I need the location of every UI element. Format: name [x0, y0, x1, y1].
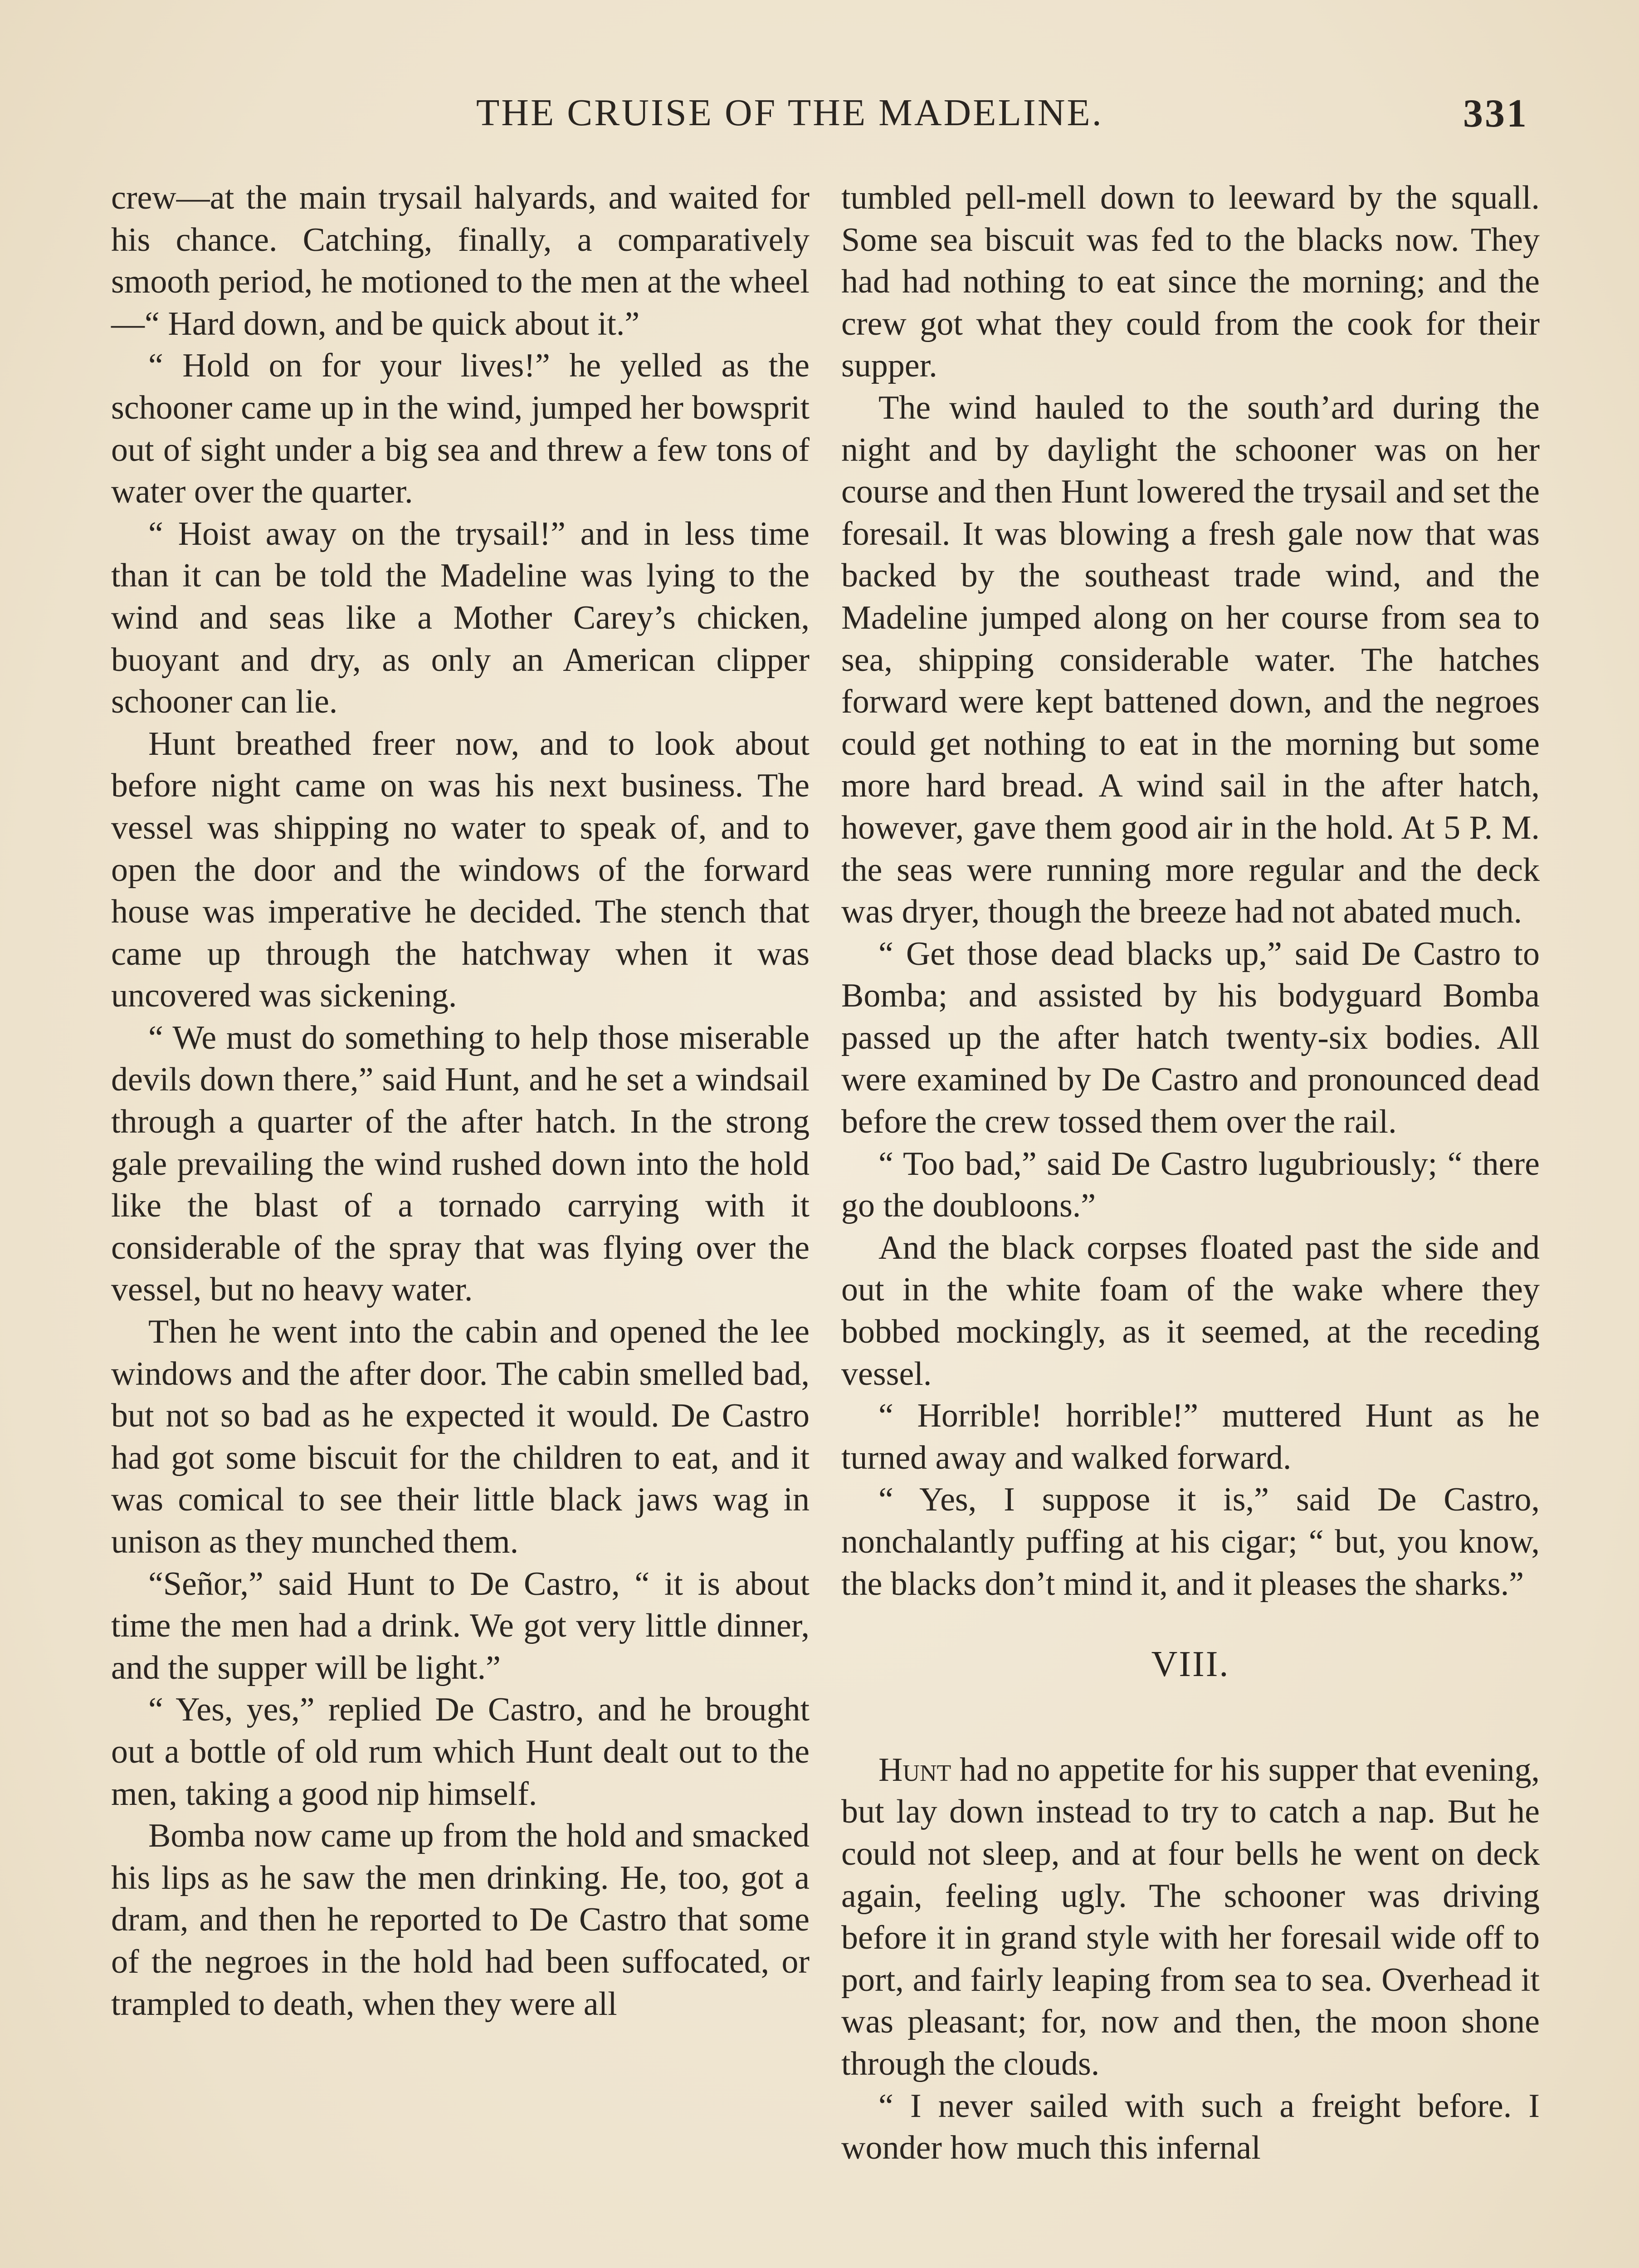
paragraph: “ We must do something to help those miserable devils down there,” said Hunt, and he set a windsail through a quarter of the after hatch. In the strong gale prevailing the wind rushed down into the hold like the blast of a tornado carrying with it considerable of the spray that was flying over the vessel, but no heavy water. — [111, 1019, 810, 1309]
paragraph: “ Yes, yes,” replied De Castro, and he brought out a bottle of old rum which Hunt dealt out to the men, taking a good nip himself. — [111, 1691, 810, 1813]
paragraph: And the black corpses floated past the side and out in the white foam of the wake where they bobbed mockingly, as it seemed, at the receding vessel. — [841, 1229, 1540, 1393]
paragraph: “ Yes, I suppose it is,” said De Castro, nonchalantly puffing at his cigar; “ but, you know, the blacks don’t mind it, and it pleases the sharks.” — [841, 1481, 1540, 1603]
paragraph-text: had no appetite for his supper that evening, but lay down instead to try to catch a nap. But he could not sleep, and at four bells he went on deck again, feeling ugly. The schooner was driving before it in grand style with her foresail wide off to port, and fairly leaping from sea to sea. Overhead it was pleasant; for, now and then, the moon shone through the clouds. — [841, 1751, 1540, 2082]
paragraph: Then he went into the cabin and opened the lee windows and the after door. The cabin smelled bad, but not so bad as he expected it would. De Castro had got some biscuit for the children to eat, and it was comical to see their little black jaws wag in unison as they munched them. — [111, 1313, 810, 1560]
page-number: 331 — [1463, 92, 1528, 136]
paragraph: The wind hauled to the south’ard during the night and by daylight the schooner was on her course and then Hunt lowered the trysail and set the foresail. It was blowing a fresh gale now that was backed by the southeast trade wind, and the Madeline jumped along on her course from sea to sea, shipping considerable water. The hatches forward were kept battened down, and the negroes could get nothing to eat in the morning but some more hard bread. A wind sail in the after hatch, however, gave them good air in the hold. At 5 P. M. the seas were running more regular and the deck was dryer, though the breeze had not abated much. — [841, 389, 1540, 931]
paragraph: “ I never sailed with such a freight before. I wonder how much this infernal — [841, 2087, 1540, 2167]
paragraph: Bomba now came up from the hold and smacked his lips as he saw the men drinking. He, too, got a dram, and then he reported to De Castro that some of the negroes in the hold had been suffocated, or trampled to death, when they were all — [111, 1817, 810, 2023]
paragraph: “ Hoist away on the trysail!” and in less time than it can be told the Madeline was lying to the wind and seas like a Mother Carey’s chicken, buoyant and dry, as only an American clipper schooner can lie. — [111, 515, 810, 721]
lead-word: Hunt — [878, 1751, 951, 1789]
paragraph: tumbled pell-mell down to leeward by the squall. Some sea biscuit was fed to the blacks now. They had had nothing to eat since the morning; and the crew got what they could from the cook for their supper. — [841, 179, 1540, 385]
paragraph: “ Hold on for your lives!” he yelled as the schooner came up in the wind, jumped her bowsprit out of sight under a big sea and threw a few tons of water over the quarter. — [111, 347, 810, 511]
left-column — [111, 177, 810, 2025]
right-column — [841, 177, 1540, 2169]
paragraph: “ Horrible! horrible!” muttered Hunt as he turned away and walked forward. — [841, 1397, 1540, 1476]
paragraph: “ Too bad,” said De Castro lugubriously; “ there go the doubloons.” — [841, 1145, 1540, 1225]
section-heading: VIII. — [1151, 1644, 1230, 1685]
paragraph: “Señor,” said Hunt to De Castro, “ it is about time the men had a drink. We got very little dinner, and the supper will be light.” — [111, 1565, 810, 1686]
paragraph: Hunt breathed freer now, and to look about before night came on was his next business. The vessel was shipping no water to speak of, and to open the door and the windows of the forward house was imperative he decided. The stench that came up through the hatchway when it was uncovered was sickening. — [111, 725, 810, 1015]
paragraph: crew—at the main trysail halyards, and waited for his chance. Catching, finally, a comparatively smooth period, he motioned to the men at the wheel—“ Hard down, and be quick about it.” — [111, 179, 810, 342]
paragraph — [841, 1749, 1540, 2085]
running-title: THE CRUISE OF THE MADELINE. — [476, 92, 1103, 134]
paragraph: “ Get those dead blacks up,” said De Castro to Bomba; and assisted by his bodyguard Bomba passed up the after hatch twenty-six bodies. All were examined by De Castro and pronounced dead before the crew tossed them over the rail. — [841, 935, 1540, 1141]
running-header — [476, 91, 1528, 145]
